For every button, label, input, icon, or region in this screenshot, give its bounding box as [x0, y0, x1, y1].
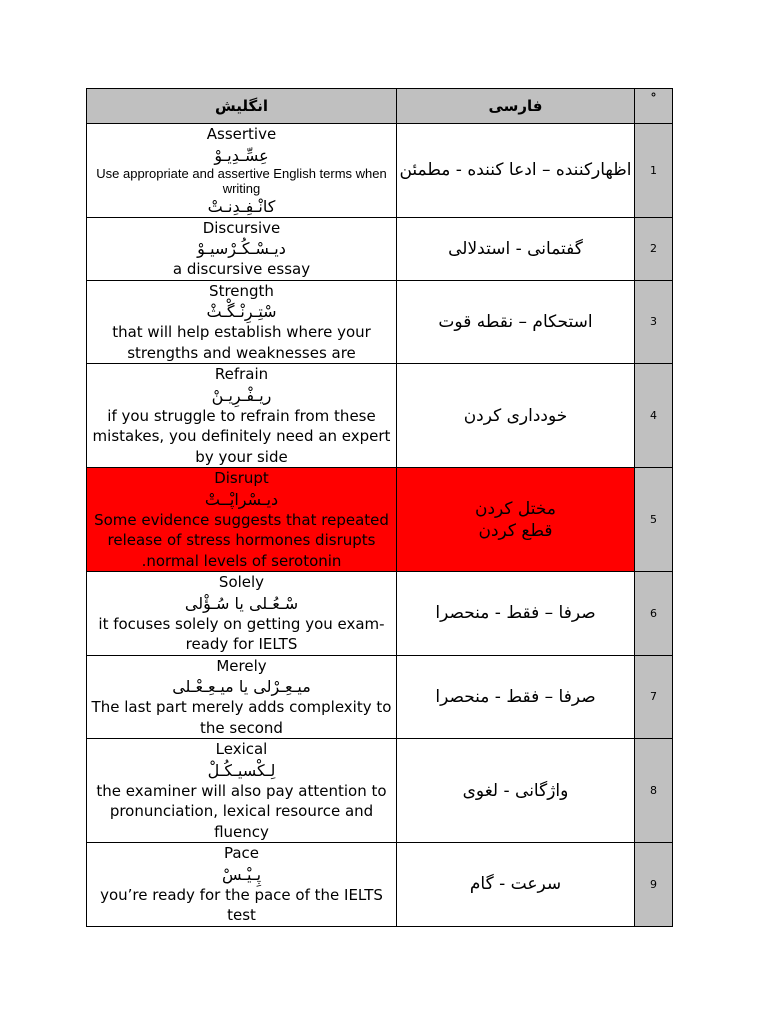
table-row — [87, 364, 673, 468]
pronunciation: میـعِـرْلی یا میـعِـعْـلی — [172, 677, 311, 696]
farsi-meaning: واژگانی - لغوی — [462, 780, 569, 801]
farsi-meaning: صرفا – فقط - منحصرا — [435, 686, 596, 707]
english-word: Pace — [223, 844, 260, 862]
header-farsi: فارسی — [397, 89, 635, 124]
english-word: Refrain — [214, 365, 269, 383]
example-sentence: the examiner will also pay attention to pronunciation, lexical resource and fluency — [96, 781, 387, 841]
example-sentence: Some evidence suggests that repeated release of stress hormones disrupts .normal levels of serotonin — [94, 510, 389, 570]
farsi-meaning: صرفا – فقط - منحصرا — [435, 603, 596, 624]
farsi-meaning-2: قطع کردن — [478, 520, 553, 541]
table-row — [87, 124, 673, 218]
farsi-cell — [397, 364, 635, 468]
english-word: Solely — [218, 573, 265, 591]
english-word: Disrupt — [214, 469, 269, 487]
row-number: 4 — [635, 364, 673, 468]
english-word: Strength — [209, 281, 274, 300]
example-sentence: if you struggle to refrain from these mistakes, you definitely need an expert by your side — [92, 406, 391, 466]
row-number: 2 — [635, 217, 673, 280]
farsi-cell — [397, 280, 635, 364]
english-cell — [87, 280, 397, 364]
farsi-cell — [397, 739, 635, 843]
farsi-cell — [397, 655, 635, 739]
farsi-meaning: خودداری کردن — [463, 405, 568, 426]
farsi-cell — [397, 843, 635, 927]
farsi-cell — [397, 572, 635, 656]
example-sentence: that will help establish where your strengths and weaknesses are — [112, 323, 371, 362]
english-word: Discursive — [202, 218, 281, 237]
english-cell — [87, 655, 397, 739]
example-sentence: The last part merely adds complexity to the second — [91, 698, 392, 737]
english-cell — [87, 739, 397, 843]
table-row — [87, 572, 673, 656]
header-row — [87, 89, 673, 124]
farsi-cell — [397, 217, 635, 280]
farsi-meaning: مختل کردن — [474, 498, 556, 519]
example-sentence: a discursive essay — [172, 260, 311, 278]
table-row — [87, 217, 673, 280]
farsi-cell — [397, 468, 635, 572]
english-cell — [87, 364, 397, 468]
example-sentence: it focuses solely on getting you exam-ready for IELTS — [98, 614, 385, 653]
english-cell — [87, 572, 397, 656]
english-word: Merely — [216, 656, 267, 675]
header-english: انگلیش — [87, 89, 397, 124]
row-number: 1 — [635, 124, 673, 218]
row-number: 9 — [635, 843, 673, 927]
pronunciation: دیـسْـکُـرْسیـوْ — [197, 239, 286, 258]
farsi-cell — [397, 124, 635, 218]
row-number: 3 — [635, 280, 673, 364]
english-cell — [87, 217, 397, 280]
row-number: 8 — [635, 739, 673, 843]
english-word: Assertive — [206, 125, 277, 143]
row-number: 6 — [635, 572, 673, 656]
table-row-highlighted — [87, 468, 673, 572]
pronunciation: ریـفْـرِیـنْ — [211, 385, 272, 405]
header-number: ° — [635, 89, 673, 124]
pronunciation: سْتِـرِنْـگْـثْ — [206, 302, 277, 321]
row-number: 7 — [635, 655, 673, 739]
pronunciation: دیـسْراپْــتْ — [204, 489, 279, 509]
example-sentence: you’re ready for the pace of the IELTS test — [100, 885, 383, 924]
pronunciation: لِـکْسیـکُـلْ — [207, 760, 276, 780]
table-row — [87, 843, 673, 927]
table-row — [87, 739, 673, 843]
farsi-meaning: گفتمانی - استدلالی — [448, 238, 583, 259]
farsi-meaning: اظهارکننده – ادعا کننده - مطمئن — [399, 160, 632, 181]
pronunciation: عِسِّـدِیـوْ — [214, 145, 269, 165]
example-sentence: Use appropriate and assertive English terms when writing — [96, 165, 387, 196]
pronunciation-2: کانْـفِـدِنـتْ — [207, 196, 276, 216]
farsi-meaning: استحکام – نقطه قوت — [438, 311, 593, 332]
vocabulary-table — [86, 88, 673, 927]
table-row — [87, 655, 673, 739]
pronunciation: پِـیْـسْ — [221, 864, 262, 884]
english-cell — [87, 124, 397, 218]
farsi-meaning: سرعت - گام — [469, 874, 562, 895]
english-word: Lexical — [215, 740, 268, 758]
english-cell — [87, 843, 397, 927]
english-cell — [87, 468, 397, 572]
table-row — [87, 280, 673, 364]
pronunciation: سْـعُـلی یا سُـؤْلی — [184, 593, 299, 613]
row-number: 5 — [635, 468, 673, 572]
